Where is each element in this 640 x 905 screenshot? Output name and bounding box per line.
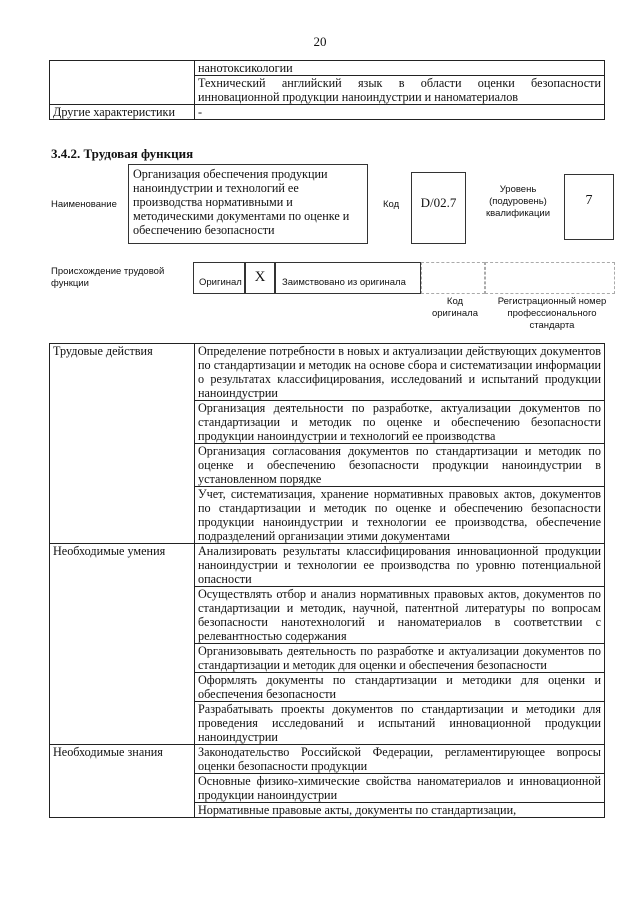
table-item: Организовывать деятельность по разработке и актуализации документов по стандартизации и методик для оценки и обеспечения безопасности [195, 644, 605, 673]
table-row [50, 61, 605, 76]
table-item: Организация деятельности по разработке, актуализации документов по стандартизации и методик по оценке и обеспечению безопасности продукции наноиндустрии и технологий ее производства [195, 401, 605, 444]
table-item: Разрабатывать проекты документов по стандартизации и методики для проведения исследований и испытаний инновационной продукции наноиндустрии [195, 702, 605, 745]
empty-cell [50, 61, 195, 105]
category-cell: Необходимые знания [50, 745, 195, 818]
table-item: Оформлять документы по стандартизации и методики для оценки и обеспечения безопасности [195, 673, 605, 702]
table-row [50, 344, 605, 401]
continuation-cell: нанотоксикологии [195, 61, 605, 76]
section-title: 3.4.2. Трудовая функция [51, 146, 194, 161]
borrowed-cell [275, 262, 421, 294]
table-item: Организация согласования документов по стандартизации и методик по оценке и обеспечению безопасности продукции наноиндустрии в установленном порядке [195, 444, 605, 487]
code-value-box: D/02.7 [411, 172, 466, 244]
english-item-cell: Технический английский язык в области оценки безопасности инновационной продукции наноиндустрии и наноматериалов [195, 76, 605, 105]
level-value-box: 7 [564, 174, 614, 240]
code-label: Код [383, 199, 400, 210]
table-item: Осуществлять отбор и анализ нормативных правовых актов, документов по стандартизации и методик, научной, патентной литературы по вопросам безопасности нанотехнологий и наноматериалов в соответствии с релевантностью содержания [195, 587, 605, 644]
table-item: Учет, систематизация, хранение нормативных правовых актов, документов по стандартизации и методик по оценке и обеспечению безопасности продукции наноиндустрии и технологии ее производства, обеспечение подразделений организации этими документами [195, 487, 605, 544]
table-item: Основные физико-химические свойства наноматериалов и инновационной продукции наноиндустрии [195, 774, 605, 803]
level-label: Уровень (подуровень) квалификации [485, 184, 551, 219]
category-cell: Необходимые умения [50, 544, 195, 745]
origin-label: Происхождение трудовой функции [51, 266, 165, 289]
table-item: Определение потребности в новых и актуализации действующих документов по стандартизации и методик на основе сбора и систематизации информации о результатах классифицирования, исследований и испытаний продукции наноиндустрии [195, 344, 605, 401]
reg-number-caption: Регистрационный номер профессионального стандарта [497, 296, 607, 331]
origin-row [193, 262, 615, 294]
other-characteristics-value: - [195, 105, 605, 120]
labor-function-table [49, 343, 605, 818]
code-original-caption: Код оригинала [431, 296, 478, 319]
table-item: Анализировать результаты классифицирования инновационной продукции наноиндустрии и технологии ее производства по уровню потенциальной опасности [195, 544, 605, 587]
category-cell: Трудовые действия [50, 344, 195, 544]
table-row [50, 105, 605, 120]
original-code-field [421, 262, 485, 294]
table-item: Нормативные правовые акты, документы по стандартизации, [195, 803, 605, 818]
table-row [50, 544, 605, 587]
original-mark-cell: X [245, 262, 275, 294]
original-label: Оригинал [199, 277, 242, 288]
borrowed-label: Заимствовано из оригинала [282, 277, 406, 288]
table-item: Законодательство Российской Федерации, регламентирующее вопросы оценки безопасности продукции [195, 745, 605, 774]
function-name-box: Организация обеспечения продукции наноиндустрии и технологий ее производства нормативными и методическими документами по оценке и обеспечению безопасности [128, 164, 368, 244]
name-label: Наименование [51, 199, 117, 210]
table-row [50, 745, 605, 774]
other-characteristics-label: Другие характеристики [50, 105, 195, 120]
original-cell [193, 262, 245, 294]
reg-number-field [485, 262, 615, 294]
top-characteristics-table [49, 60, 605, 120]
page-number: 20 [313, 34, 327, 49]
